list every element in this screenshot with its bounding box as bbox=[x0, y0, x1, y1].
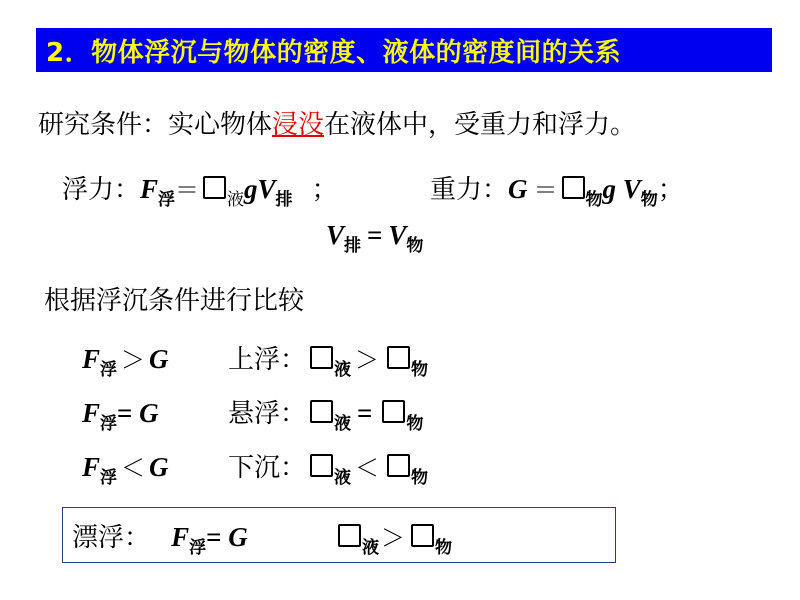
sub-pai-2: 排 bbox=[344, 236, 362, 256]
row-sink bbox=[82, 452, 169, 488]
relation-sign: ＜ bbox=[121, 454, 146, 482]
sub-ye: 液 bbox=[362, 538, 379, 558]
v-symbol: V bbox=[257, 174, 276, 204]
sub-fu: 浮 bbox=[100, 360, 118, 380]
v-wu-symbol: V bbox=[388, 220, 407, 250]
row-rise bbox=[82, 344, 169, 380]
research-condition bbox=[38, 112, 636, 138]
volume-equals: = bbox=[367, 220, 383, 250]
force-symbol: F bbox=[140, 174, 159, 204]
state-label: 上浮： bbox=[228, 345, 307, 375]
g-weight-symbol: G bbox=[508, 174, 528, 204]
rho-symbol-icon bbox=[387, 346, 410, 369]
condition-suffix: 在液体中，受重力和浮力。 bbox=[324, 110, 637, 140]
relation-sign: ＞ bbox=[121, 346, 146, 374]
row-suspend bbox=[82, 398, 159, 434]
condition-prefix: 研究条件：实心物体 bbox=[38, 110, 273, 140]
rho-symbol-icon bbox=[338, 524, 361, 547]
density-relation: ＞ bbox=[381, 524, 405, 552]
sub-wu: 物 bbox=[585, 190, 603, 210]
compare-heading: 根据浮沉条件进行比较 bbox=[44, 286, 305, 316]
force-symbol: F bbox=[82, 344, 101, 374]
rho-symbol-icon bbox=[411, 524, 434, 547]
force-symbol: F bbox=[82, 452, 101, 482]
sub-ye: 液 bbox=[334, 468, 352, 488]
rho-symbol-icon bbox=[562, 176, 585, 199]
density-relation: ＜ bbox=[355, 454, 380, 482]
equals-sign-2: ＝ bbox=[533, 176, 558, 204]
sub-wu-2: 物 bbox=[640, 190, 658, 210]
rho-symbol-icon bbox=[387, 454, 410, 477]
sub-fu: 浮 bbox=[158, 190, 176, 210]
v-pai-symbol: V bbox=[326, 220, 345, 250]
relation-sign: = bbox=[117, 398, 140, 428]
state-label: 悬浮： bbox=[228, 399, 307, 429]
rho-symbol-icon bbox=[310, 454, 333, 477]
end-semicolon: ； bbox=[657, 175, 684, 205]
floating-row bbox=[72, 522, 248, 558]
rho-symbol-icon bbox=[310, 346, 333, 369]
sub-fu: 浮 bbox=[100, 468, 118, 488]
density-relation: ＞ bbox=[355, 346, 380, 374]
row-sink-density bbox=[228, 453, 429, 488]
force-symbol: F bbox=[171, 522, 190, 552]
sub-pai: 排 bbox=[275, 190, 293, 210]
g-weight-symbol: G bbox=[149, 452, 169, 482]
sub-ye: 液 bbox=[334, 360, 352, 380]
force-symbol: F bbox=[82, 398, 101, 428]
floating-density bbox=[334, 524, 452, 558]
g-weight-symbol: G bbox=[228, 522, 248, 552]
gravity-line bbox=[430, 174, 684, 210]
relation-sign: = bbox=[206, 522, 229, 552]
volume-equation bbox=[326, 220, 424, 256]
rho-symbol-icon bbox=[203, 176, 226, 199]
rho-symbol-icon bbox=[382, 400, 405, 423]
sub-ye: 液 bbox=[227, 190, 245, 210]
g-weight-symbol: G bbox=[139, 398, 159, 428]
equals-sign: ＝ bbox=[175, 176, 200, 204]
page-title: 2．物体浮沉与物体的密度、液体的密度间的关系 bbox=[46, 37, 622, 68]
g-v-symbol: g V bbox=[602, 174, 641, 204]
sub-fu: 浮 bbox=[100, 414, 118, 434]
state-label: 下沉： bbox=[228, 453, 307, 483]
sub-wu: 物 bbox=[411, 360, 429, 380]
sub-fu: 浮 bbox=[189, 538, 207, 558]
sub-wu: 物 bbox=[406, 414, 424, 434]
sub-wu: 物 bbox=[435, 538, 452, 558]
row-suspend-density bbox=[228, 398, 424, 434]
sub-wu-3: 物 bbox=[406, 236, 424, 256]
sub-wu: 物 bbox=[411, 468, 429, 488]
buoyancy-label: 浮力： bbox=[62, 175, 141, 205]
condition-highlight: 浸没 bbox=[272, 110, 325, 140]
formula-line bbox=[62, 174, 338, 210]
floating-label: 漂浮： bbox=[72, 523, 151, 553]
title-bar bbox=[36, 28, 772, 72]
row-rise-density bbox=[228, 345, 429, 380]
sub-ye: 液 bbox=[334, 414, 352, 434]
gravity-label: 重力： bbox=[430, 175, 509, 205]
g-symbol: g bbox=[244, 174, 258, 204]
density-relation: = bbox=[357, 398, 373, 428]
rho-symbol-icon bbox=[310, 400, 333, 423]
semicolon: ； bbox=[311, 175, 338, 205]
g-weight-symbol: G bbox=[149, 344, 169, 374]
